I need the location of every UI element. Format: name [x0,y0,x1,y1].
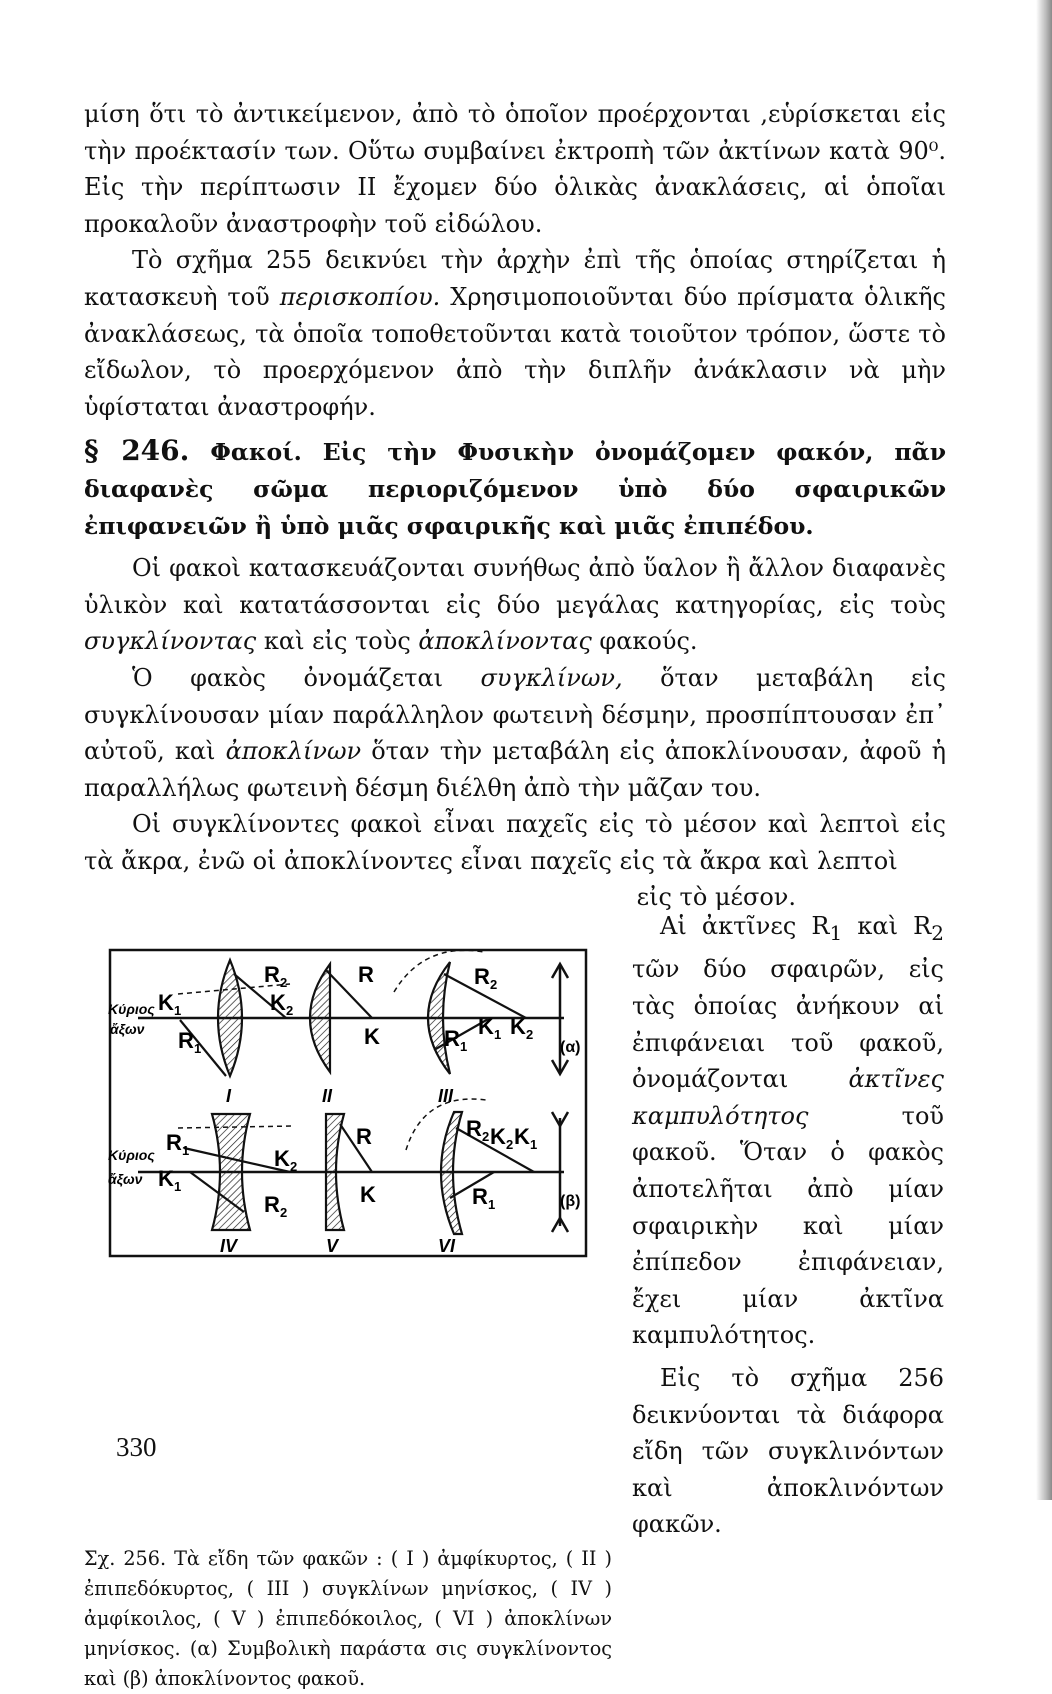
roman-I: I [226,1086,232,1106]
text-s2: Εἰς τὸ σχῆμα 256 δεικνύονται τὰ διάφορα εἴδη τῶν συγκλινόντων καὶ ἀποκλινόντων φακῶν. [632,1363,944,1539]
roman-V: V [326,1236,339,1256]
text-s1b: καὶ R [842,912,932,940]
term-converging: συγκλίνοντας [84,627,257,656]
sub-2: 2 [506,1137,514,1152]
figure-frame [110,950,586,1256]
paragraph-periscope [84,242,946,425]
label-R2-VI: R [466,1116,482,1141]
label-K1-I: K [158,990,174,1015]
term-diverging: ἀποκλίνοντας [418,627,592,656]
text-p1: μίση ὅτι τὸ ἀντικείμενον, ἀπὸ τὸ ὁποῖον προέρχονται ,εὑρίσκεται εἰς τὴν προέκτασίν των. Οὕτω συμβαίνει ἐκτροπὴ τῶν ἀκτίνων κατὰ 90⁰. Εἰς τὴν περίπτωσιν II ἔχομεν δύο ὁλικὰς ἀνακλάσεις, αἱ ὁποῖαι προκαλοῦν ἀναστροφὴν τοῦ εἰδώλου. [84,100,946,238]
text-s1a: Αἱ ἀκτῖνες R [660,912,830,940]
sub-1: 1 [182,1143,190,1158]
text-p3a: Οἱ φακοὶ κατασκευάζονται συνήθως ἀπὸ ὕαλον ἢ ἄλλον διαφανὲς ὑλικὸν καὶ κατατάσσονται εἰς δύο μεγάλας κατηγορίας, εἰς τοὺς [84,554,946,619]
axis-label-top-1: Κύριος [108,1001,155,1017]
term-converging-lens: συγκλίνων, [480,663,623,692]
page-number: 330 [116,1432,157,1462]
text-p4c: ὅταν τὴν μεταβάλη εἰς ἀποκλίνουσαν, ἀφοῦ ἡ παραλλήλως φωτεινὴ δέσμη διέλθη ἀπὸ τὴν μᾶζαν του. [84,737,947,802]
label-K-II: K [364,1024,380,1049]
side-column [632,908,944,1543]
sub-2: 2 [482,1129,490,1144]
term-periscope: περισκοπίου. [279,282,441,311]
text-p4a: Ὁ φακὸς ὀνομάζεται [132,663,481,692]
text-p2a: Τὸ σχῆμα 255 δεικνύει τὴν ἀρχὴν ἐπὶ τῆς ὁποίας στηρίζεται ἡ κατασκευὴ τοῦ [84,246,946,311]
label-R-II: R [358,962,374,987]
sub-r1: 1 [829,920,843,945]
text-s1d: τοῦ φακοῦ. Ὅταν ὁ φακὸς ἀποτελῆται ἀπὸ μίαν σφαιρικὴν καὶ μίαν ἐπίπεδον ἐπιφάνειαν, ἔχει μίαν ἀκτῖνα καμπυλότητος. [632,1101,944,1350]
label-beta: (β) [560,1193,581,1210]
sub-2: 2 [286,1003,294,1018]
term-radii-curvature: ἀκτῖνες καμπυλότητος [632,1065,944,1130]
label-K2-I: K [270,990,286,1015]
text-p4b: ὅταν μεταβάλη εἰς συγκλίνουσαν μίαν παράλληλον φωτεινὴ δέσμην, προσπίπτουσαν ἐπ᾽ αὐτοῦ, καὶ [84,663,946,766]
label-R1-IV: R [166,1130,182,1155]
sub-2: 2 [490,977,498,992]
sub-1: 1 [494,1027,502,1042]
paragraph-figure-ref [632,1360,944,1543]
page-edge-shadow [1036,0,1052,1500]
roman-VI: VI [438,1236,456,1256]
sub-2: 2 [290,1159,298,1174]
axis-label-top-2: ἄξων [110,1021,145,1037]
term-diverging-lens: ἀποκλίνων [225,737,362,766]
label-K1-IV: K [158,1166,174,1191]
text-p5: Οἱ συγκλίνοντες φακοὶ εἶναι παχεῖς εἰς τὸ μέσον καὶ λεπτοὶ εἰς τὰ ἄκρα, ἐνῶ οἱ ἀποκλίνοντες εἶναι παχεῖς εἰς τὰ ἄκρα καὶ λεπτοὶ [84,810,946,875]
sub-1: 1 [194,1041,202,1056]
paragraph-reflection [84,96,946,242]
sub-1: 1 [174,1003,182,1018]
label-R1-III: R [444,1026,460,1051]
label-R2-I: R [264,962,280,987]
label-K1-III: K [478,1014,494,1039]
text-p5-end: εἰς τὸ μέσον. [636,883,796,912]
sub-2: 2 [526,1027,534,1042]
sub-1: 1 [488,1197,496,1212]
text-s1c: τῶν δύο σφαιρῶν, εἰς τὰς ὁποίας ἀνήκουν αἱ ἐπιφάνειαι τοῦ φακοῦ, ὀνομάζονται [632,955,944,1094]
sub-1: 1 [174,1179,182,1194]
label-K2-VI: K [490,1124,506,1149]
lens-planoconvex [310,964,330,1072]
label-R1-I: R [178,1028,194,1053]
page-body [84,96,946,916]
paragraph-lens-types [84,550,946,660]
paragraph-radii [632,908,944,1354]
caption-text: Σχ. 256. Τὰ εἴδη τῶν φακῶν : ( I ) ἀμφίκυρτος, ( II ) ἐπιπεδόκυρτος, ( III ) συγκλίνων μηνίσκος, ( IV ) ἀμφίκοιλος, ( V ) ἐπιπεδόκοιλος, ( VI ) ἀποκλίνων μηνίσκος. (α) Συμβολικὴ παράστα σις συγκλίνοντος καὶ (β) ἀποκλίνοντος φακοῦ. [84,1547,612,1690]
paragraph-converging-def [84,660,946,806]
roman-III: III [438,1086,454,1106]
label-K2-III: K [510,1014,526,1039]
sub-2: 2 [280,1205,288,1220]
label-alpha: (α) [560,1039,581,1056]
sub-2: 2 [280,975,288,990]
label-R2-IV: R [264,1192,280,1217]
section-number: § 246. [84,434,190,468]
section-heading-lenses [84,433,946,544]
label-K2-IV: K [274,1146,290,1171]
sub-1: 1 [530,1137,538,1152]
sub-r2: 2 [931,920,944,945]
figure-caption [84,1544,612,1694]
label-R2-III: R [474,964,490,989]
label-K-V: K [360,1182,376,1207]
label-R-V: R [356,1124,372,1149]
label-K1-VI: K [514,1124,530,1149]
axis-label-bot-1: Κύριος [108,1147,155,1163]
lens-diagram-svg [94,922,594,1482]
axis-label-bot-2: ἄξων [108,1171,143,1187]
roman-IV: IV [220,1236,238,1256]
section-title: Φακοί. [189,438,302,467]
sub-1: 1 [460,1039,468,1054]
section-definition: Εἰς τὴν Φυσικὴν ὀνομάζομεν φακόν, πᾶν διαφανὲς σῶμα περιοριζόμενον ὑπὸ δύο σφαιρικῶν ἐπιφανειῶν ἢ ὑπὸ μιᾶς σφαιρικῆς καὶ μιᾶς ἐπιπέδου. [84,438,946,540]
text-p3c: φακούς. [591,627,698,656]
roman-II: II [322,1086,333,1106]
lens-types-figure [94,922,594,1482]
text-p2b: Χρησιμοποιοῦνται δύο πρίσματα ὁλικῆς ἀνακλάσεως, τὰ ὁποῖα τοποθετοῦνται κατὰ τοιοῦτον τρόπον, ὥστε τὸ εἴδωλον, τὸ προερχόμενον ἀπὸ τὴν διπλῆν ἀνάκλασιν νὰ μὴν ὑφίσταται ἀναστροφήν. [84,282,946,421]
paragraph-thickness [84,806,946,879]
label-R1-VI: R [472,1184,488,1209]
text-p3b: καὶ εἰς τοὺς [256,627,419,656]
